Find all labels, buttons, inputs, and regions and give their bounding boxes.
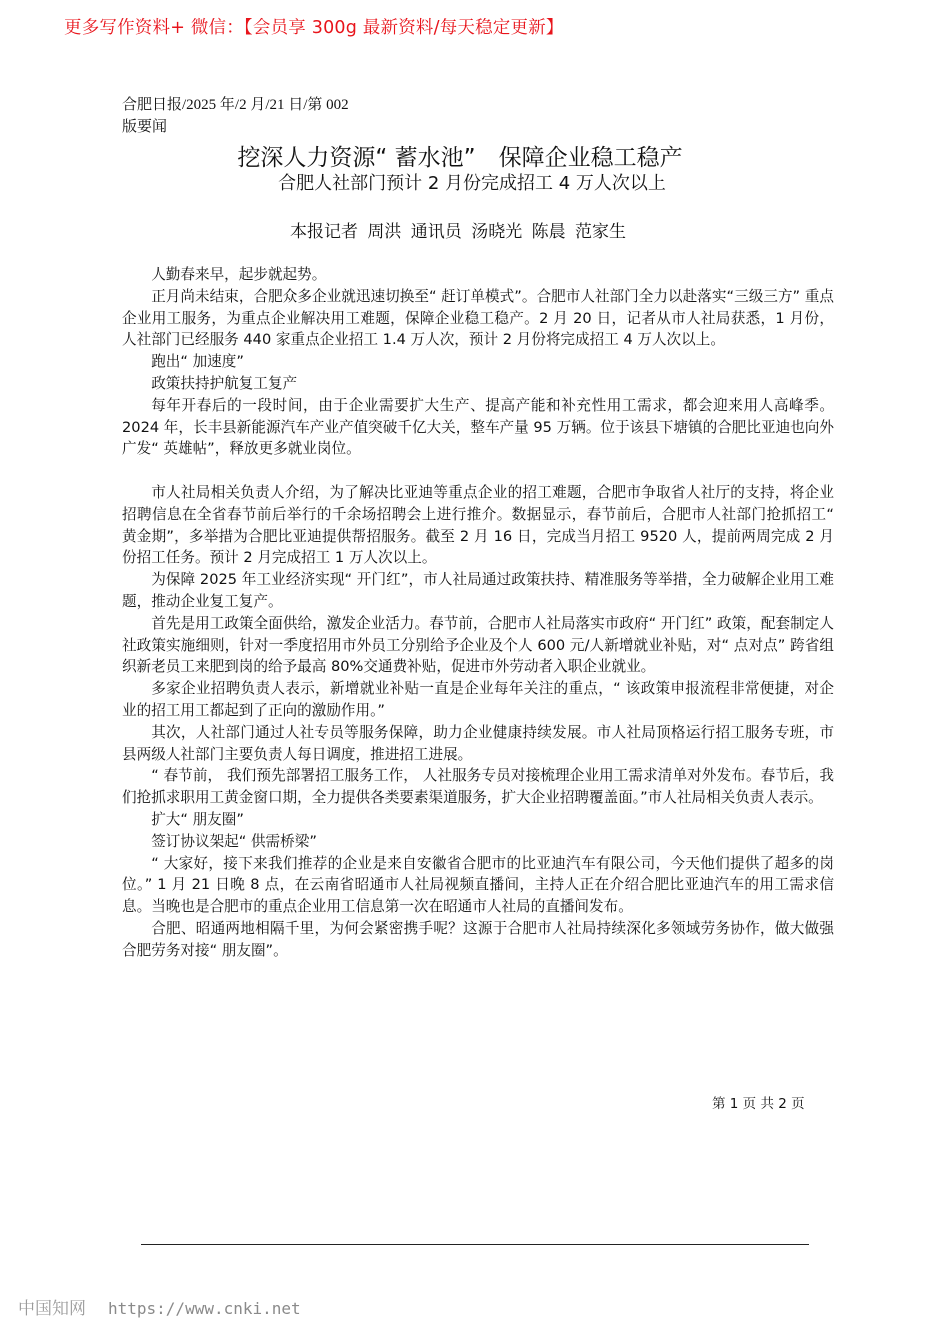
cnki-watermark [18, 1294, 301, 1319]
promo-banner: 更多写作资料+ 微信：【会员享 300g 最新资料/每天稳定更新】 [64, 18, 564, 38]
paragraph: 合肥、昭通两地相隔千里，为何会紧密携手呢？这源于合肥市人社局持续深化多领域劳务协作，做大做强合肥劳务对接“ 朋友圈”。 [122, 919, 834, 959]
watermark-url: https://www.cnki.net [108, 1299, 301, 1318]
article-byline: 本报记者 周洪 通讯员 汤晓光 陈晨 范家生 [289, 222, 627, 242]
article-subtitle: 合肥人社部门预计 2 月份完成招工 4 万人次以上 [278, 173, 666, 194]
paragraph: 每年开春后的一段时间，由于企业需要扩大生产、提高产能和补充性用工需求，都会迎来用人高峰季。2024 年，长丰县新能源汽车产业产值突破千亿大关，整车产量 95 万辆。位于该县下塘镇的合肥比亚迪也向外广发“ 英雄帖”，释放更多就业岗位。 [122, 396, 834, 458]
paragraph: 市人社局相关负责人介绍，为了解决比亚迪等重点企业的招工难题，合肥市争取省人社厅的支持，将企业招聘信息在全省春节前后举行的千余场招聘会上进行推介。数据显示，春节前后，合肥市人社部门抢抓招工“ 黄金期”，多举措为合肥比亚迪提供帮招服务。截至 2 月 16 日，完成当月招工 9520 人，提前两周完成 2 月份招工任务。预计 2 月完成招工 1 万人次以上。 [122, 483, 834, 567]
section-heading: 扩大“ 朋友圈” [151, 810, 244, 828]
article-body [122, 264, 834, 962]
source-line-2: 版要闻 [122, 119, 168, 135]
article-title: 挖深人力资源“ 蓄水池” 保障企业稳工稳产 [237, 145, 683, 171]
section-heading: 跑出“ 加速度” [151, 353, 244, 371]
paragraph: 其次，人社部门通过人社专员等服务保障，助力企业健康持续发展。市人社局顶格运行招工服务专班，市县两级人社部门主要负责人每日调度，推进招工进展。 [122, 723, 834, 763]
footer-divider [141, 1244, 809, 1245]
paragraph: 为保障 2025 年工业经济实现“ 开门红”，市人社局通过政策扶持、精准服务等举措，全力破解企业用工难题，推动企业复工复产。 [122, 571, 834, 610]
paragraph: 多家企业招聘负责人表示，新增就业补贴一直是企业每年关注的重点，“ 该政策申报流程非常便捷，对企业的招工用工都起到了正向的激励作用。” [122, 680, 834, 719]
paragraph: 人勤春来早，起步就起势。 [151, 266, 327, 283]
section-subheading: 政策扶持护航复工复产 [151, 374, 298, 392]
source-line-1: 合肥日报/2025 年/2 月/21 日/第 002 [122, 97, 349, 113]
section-subheading: 签订协议架起“ 供需桥梁” [151, 832, 317, 850]
paragraph: 首先是用工政策全面供给，激发企业活力。春节前，合肥市人社局落实市政府“ 开门红” 政策，配套制定人社政策实施细则，针对一季度招用市外员工分别给予企业及个人 600 元/人新增就业补贴，对“ 点对点” 跨省组织新老员工来肥到岗的给予最高 80%交通费补贴，促进市外劳动者入职企业就业。 [122, 614, 834, 676]
page-number: 第 1 页 共 2 页 [712, 1096, 805, 1112]
paragraph: “ 春节前， 我们预先部署招工服务工作， 人社服务专员对接梳理企业用工需求清单对外发布。春节后，我们抢抓求职用工黄金窗口期，全力提供各类要素渠道服务，扩大企业招聘覆盖面。”市人社局相关负责人表示。 [122, 767, 834, 807]
paragraph: “ 大家好，接下来我们推荐的企业是来自安徽省合肥市的比亚迪汽车有限公司，今天他们提供了超多的岗位。” 1 月 21 日晚 8 点，在云南省昭通市人社局视频直播间，主持人正在介绍合肥比亚迪汽车的用工需求信息。当晚也是合肥市的重点企业用工信息第一次在昭通市人社局的直播间发布。 [122, 854, 834, 916]
source-info [122, 94, 349, 138]
paragraph: 正月尚未结束，合肥众多企业就迅速切换至“ 赶订单模式”。合肥市人社部门全力以赴落实“三级三方” 重点企业用工服务，为重点企业解决用工难题，保障企业稳工稳产。2 月 20 日，记者从市人社局获悉，1 月份，人社部门已经服务 440 家重点企业招工 1.4 万人次，预计 2 月份将完成招工 4 万人次以上。 [122, 287, 834, 349]
watermark-site-name: 中国知网 [18, 1299, 86, 1319]
